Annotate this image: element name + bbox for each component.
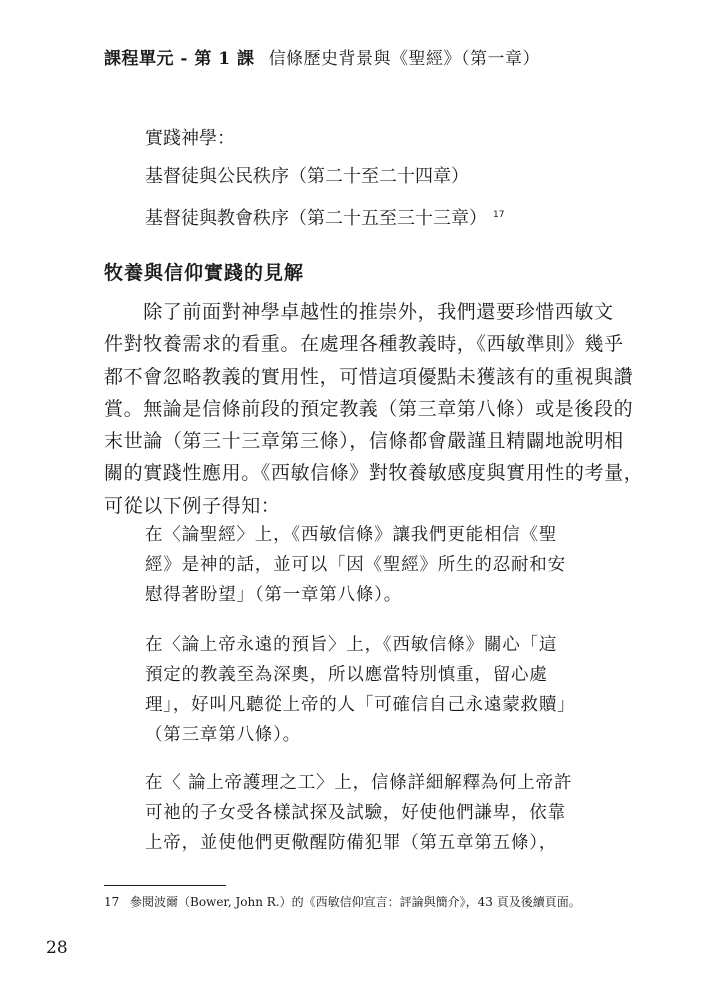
footnote-ref: 17 (493, 210, 505, 220)
quote-line: 在〈論上帝永遠的預旨〉上，《西敏信條》關心「這 (145, 635, 558, 655)
block-quote-decree (145, 630, 595, 750)
paragraph-line: 都不會忽略教義的實用性，可惜這項優點未獲該有的重視與讚 (104, 365, 634, 388)
list-item (145, 158, 504, 196)
quote-line: 理」，好叫凡聽從上帝的人「可確信自己永遠蒙救贖」 (145, 695, 576, 715)
lesson-unit-label: 課程單元 - 第 1 課 (104, 49, 255, 69)
quote-line: 在〈論聖經〉上，《西敏信條》讓我們更能相信《聖 (145, 525, 558, 545)
list-item (145, 120, 504, 158)
footnote-number: 17 (104, 895, 120, 909)
paragraph-line: 賞。無論是信條前段的預定教義（第三章第八條）或是後段的 (104, 397, 634, 420)
quote-line: 上帝，並使他們更儆醒防備犯罪（第五章第五條）， (145, 833, 558, 853)
quote-line: 慰得著盼望」（第一章第八條）。 (145, 585, 402, 605)
footnote-text: 參閱波爾（Bower, John R.）的《西敏信仰宣言：評論與簡介》，43 頁及後續頁面。 (130, 895, 581, 909)
quote-line: 預定的教義至為深奧，所以應當特別慎重，留心處 (145, 665, 548, 685)
quote-line: 在〈 論上帝護理之工〉上，信條詳細解釋為何上帝許 (145, 773, 573, 793)
list-item-text: 基督徒與教會秩序（第二十五至三十三章） (145, 208, 487, 229)
quote-line: 經》是神的話，並可以「因《聖經》所生的忍耐和安 (145, 555, 566, 575)
paragraph-line: 可從以下例子得知： (104, 494, 281, 517)
footnote-divider (104, 885, 226, 886)
practical-theology-list (145, 120, 504, 238)
section-heading: 牧養與信仰實踐的見解 (104, 262, 305, 284)
paragraph-line: 末世論（第三十三章第三條），信條都會嚴謹且精闢地說明相 (104, 430, 624, 453)
lesson-title: 信條歷史背景與《聖經》（第一章） (268, 49, 541, 69)
running-header (104, 44, 540, 69)
paragraph-line: 件對牧養需求的看重。在處理各種教義時，《西敏準則》幾乎 (104, 333, 624, 356)
page-number: 28 (46, 938, 68, 958)
paragraph-line: 關的實踐性應用。《西敏信條》對牧養敏感度與實用性的考量， (104, 462, 644, 485)
body-paragraph (104, 296, 644, 522)
footnote (104, 893, 581, 910)
quote-line: 可祂的子女受各樣試探及試驗，好使他們謙卑，依靠 (145, 803, 566, 823)
list-item-text: 實踐神學： (145, 128, 235, 149)
block-quote-scripture (145, 520, 595, 610)
paragraph-line: 除了前面對神學卓越性的推崇外，我們還要珍惜西敏文 (104, 301, 614, 323)
block-quote-providence (145, 768, 595, 858)
quote-line: （第三章第八條）。 (145, 725, 301, 745)
list-item-text: 基督徒與公民秩序（第二十至二十四章） (145, 166, 469, 187)
list-item (145, 196, 504, 238)
